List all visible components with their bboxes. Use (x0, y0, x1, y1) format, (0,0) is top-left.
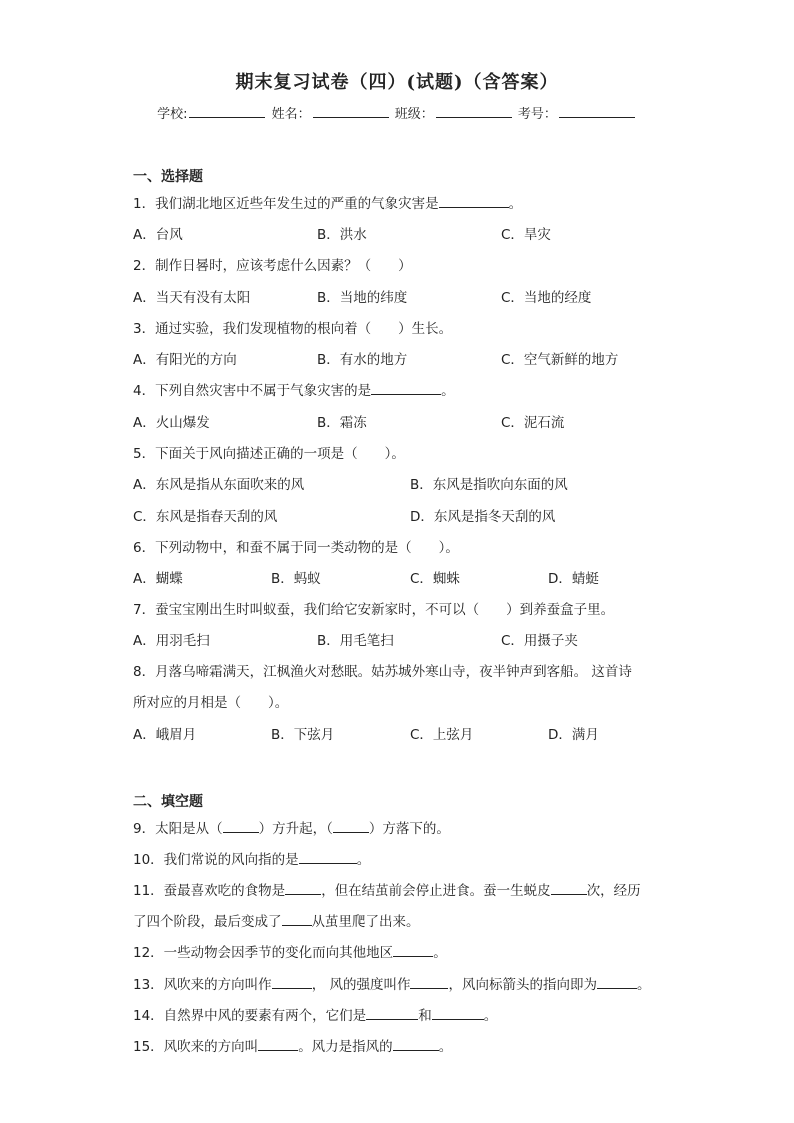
question-12 (133, 941, 447, 961)
name-label: 姓名： (271, 107, 311, 122)
answer-blank (285, 882, 321, 895)
question-text: 15．风吹来的方向叫 (133, 1039, 259, 1055)
question-6: 6．下列动物中，和蚕不属于同一类动物的是（ ）。 (133, 540, 459, 556)
option-a: A．台风 (133, 227, 183, 243)
option-c: C．蜘蛛 (410, 571, 460, 587)
question-text: 次，经历 (586, 883, 641, 899)
question-text: ）方升起，（ (258, 821, 333, 837)
section-fill-title: 二、填空题 (133, 794, 203, 810)
question-8-options (133, 723, 693, 743)
question-10 (133, 848, 370, 868)
answer-blank (432, 1007, 484, 1020)
option-b: B．用毛笔扫 (317, 633, 394, 649)
option-a: A．有阳光的方向 (133, 352, 237, 368)
question-text: 。风力是指风的 (298, 1039, 393, 1055)
question-13 (133, 973, 650, 993)
exam-title: 期末复习试卷（四）(试题)（含答案） (235, 72, 559, 93)
question-text: ）方落下的。 (368, 821, 450, 837)
question-text: 。 (433, 945, 447, 961)
question-text: 10．我们常说的风向指的是 (133, 852, 299, 868)
question-text: 1．我们湖北地区近些年发生过的严重的气象灾害是 (133, 196, 439, 212)
question-6-options (133, 567, 693, 587)
option-b: B．霜冻 (317, 415, 367, 431)
answer-blank (439, 195, 509, 208)
question-15 (133, 1035, 452, 1055)
answer-blank (371, 382, 441, 395)
question-text: 。 (636, 977, 651, 993)
option-c: C．东风是指春天刮的风 (133, 509, 278, 525)
question-8-line2: 所对应的月相是（ ）。 (133, 695, 289, 711)
question-text: 。 (508, 196, 523, 212)
option-b: B．有水的地方 (317, 352, 408, 368)
option-a: A．用羽毛扫 (133, 633, 210, 649)
option-b: B．东风是指吹向东面的风 (410, 477, 568, 493)
option-a: A．东风是指从东面吹来的风 (133, 477, 305, 493)
question-text: ， 风的强度叫作 (311, 977, 411, 993)
question-2-options (133, 286, 693, 306)
school-label: 学校: (157, 107, 188, 122)
question-7: 7．蚕宝宝刚出生时叫蚁蚕，我们给它安新家时，不可以（ ）到养蚕盒子里。 (133, 602, 615, 618)
question-text: 11．蚕最喜欢吃的食物是 (133, 883, 286, 899)
school-blank (189, 105, 265, 118)
question-2: 2．制作日晷时，应该考虑什么因素？（ ） (133, 258, 412, 274)
answer-blank (551, 882, 587, 895)
option-c: C．泥石流 (501, 415, 565, 431)
question-text: 。 (483, 1008, 498, 1024)
question-14 (133, 1004, 497, 1024)
question-text: 9．太阳是从（ (133, 821, 223, 837)
option-b: B．下弦月 (271, 727, 335, 743)
option-a: A．峨眉月 (133, 727, 197, 743)
question-5-options-row1 (133, 473, 693, 493)
student-info-line (0, 103, 794, 122)
answer-blank (223, 820, 259, 833)
option-c: C．用摄子夹 (501, 633, 578, 649)
option-b: B．蚂蚁 (271, 571, 321, 587)
question-4-options (133, 411, 693, 431)
option-d: D．东风是指冬天刮的风 (410, 509, 556, 525)
question-text: 。 (441, 383, 455, 399)
answer-blank (333, 820, 369, 833)
exam-no-blank (559, 105, 635, 118)
question-text: ，风向标箭头的指向即为 (448, 977, 597, 993)
question-text: 。 (438, 1039, 453, 1055)
question-11-line1 (133, 879, 641, 899)
section-choice-title: 一、选择题 (133, 169, 203, 185)
exam-no-label: 考号： (517, 107, 557, 122)
question-8-line1: 8．月落乌啼霜满天，江枫渔火对愁眠。姑苏城外寒山寺，夜半钟声到客船。 这首诗 (133, 664, 632, 680)
option-d: D．蜻蜓 (548, 571, 599, 587)
question-text: 4．下列自然灾害中不属于气象灾害的是 (133, 383, 372, 399)
option-c: C．空气新鲜的地方 (501, 352, 619, 368)
question-text: 13．风吹来的方向叫作 (133, 977, 272, 993)
question-11-line2 (133, 910, 420, 930)
question-9 (133, 817, 450, 837)
option-a: A．当天有没有太阳 (133, 290, 251, 306)
answer-blank (410, 976, 448, 989)
answer-blank (272, 976, 312, 989)
option-b: B．当地的纬度 (317, 290, 408, 306)
class-label: 班级： (394, 107, 434, 122)
question-text: 从茧里爬了出来。 (311, 914, 420, 930)
option-a: A．火山爆发 (133, 415, 210, 431)
option-c: C．上弦月 (410, 727, 474, 743)
question-text: 12．一些动物会因季节的变化而向其他地区 (133, 945, 394, 961)
name-blank (313, 105, 389, 118)
option-b: B．洪水 (317, 227, 367, 243)
answer-blank (258, 1038, 298, 1051)
question-text: 了四个阶段，最后变成了 (133, 914, 282, 930)
option-a: A．蝴蝶 (133, 571, 183, 587)
question-3: 3．通过实验，我们发现植物的根向着（ ）生长。 (133, 321, 453, 337)
question-text: 14．自然界中风的要素有两个，它们是 (133, 1008, 367, 1024)
question-1-options (133, 223, 693, 243)
answer-blank (597, 976, 637, 989)
question-5-options-row2 (133, 505, 693, 525)
option-c: C．当地的经度 (501, 290, 592, 306)
question-1 (133, 192, 522, 212)
class-blank (436, 105, 512, 118)
option-c: C．旱灾 (501, 227, 551, 243)
question-text: ，但在结茧前会停止进食。蚕一生蜕皮 (321, 883, 551, 899)
option-d: D．满月 (548, 727, 599, 743)
answer-blank (366, 1007, 418, 1020)
question-4 (133, 379, 455, 399)
question-5: 5．下面关于风向描述正确的一项是（ ）。 (133, 446, 405, 462)
question-3-options (133, 348, 693, 368)
answer-blank (299, 851, 357, 864)
question-7-options (133, 629, 693, 649)
question-text: 和 (418, 1008, 432, 1024)
answer-blank (393, 1038, 439, 1051)
question-text: 。 (356, 852, 371, 868)
answer-blank (282, 913, 312, 926)
answer-blank (393, 944, 433, 957)
